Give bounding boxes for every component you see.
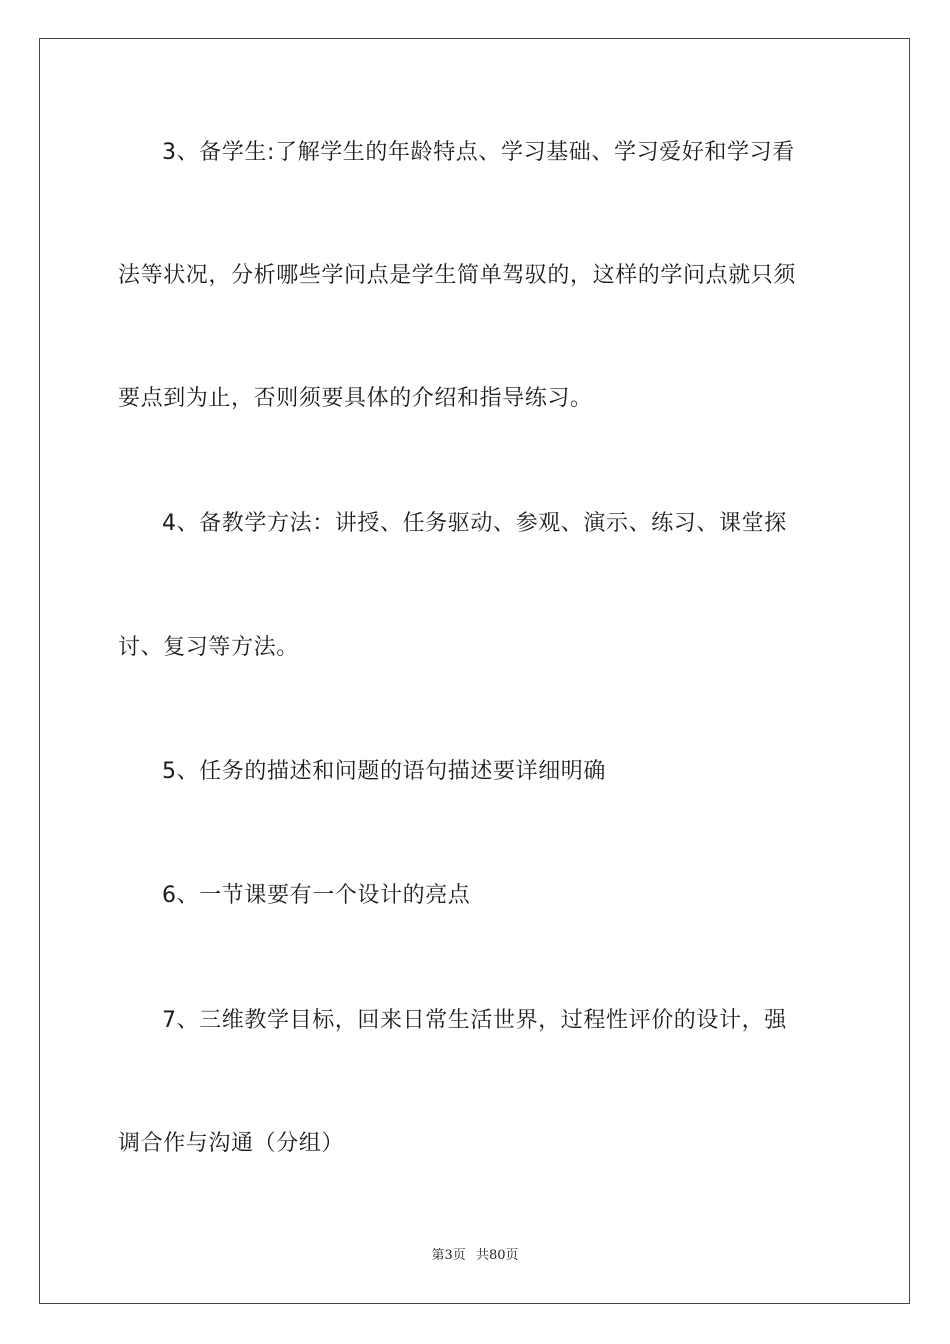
paragraph-6-line-1: 6、一节课要有一个设计的亮点 — [162, 883, 471, 908]
paragraph-3-line-3: 要点到为止，否则须要具体的介绍和指导练习。 — [118, 386, 593, 411]
page-number: 第3页 — [431, 1248, 466, 1263]
paragraph-3-line-2: 法等状况，分析哪些学问点是学生简单驾驭的，这样的学问点就只须 — [118, 263, 797, 288]
paragraph-4-line-1: 4、备教学方法：讲授、任务驱动、参观、演示、练习、课堂探 — [162, 511, 787, 536]
page-frame — [39, 38, 910, 1304]
paragraph-7-line-1: 7、三维教学目标，回来日常生活世界，过程性评价的设计，强 — [162, 1008, 787, 1033]
paragraph-4-line-2: 讨、复习等方法。 — [118, 635, 299, 660]
paragraph-7-line-2: 调合作与沟通（分组） — [118, 1131, 345, 1156]
page-total: 共80页 — [475, 1248, 519, 1263]
paragraph-3-line-1: 3、备学生:了解学生的年龄特点、学习基础、学习爱好和学习看 — [162, 140, 795, 165]
paragraph-5-line-1: 5、任务的描述和问题的语句描述要详细明确 — [162, 759, 606, 784]
page-footer — [0, 1247, 950, 1265]
